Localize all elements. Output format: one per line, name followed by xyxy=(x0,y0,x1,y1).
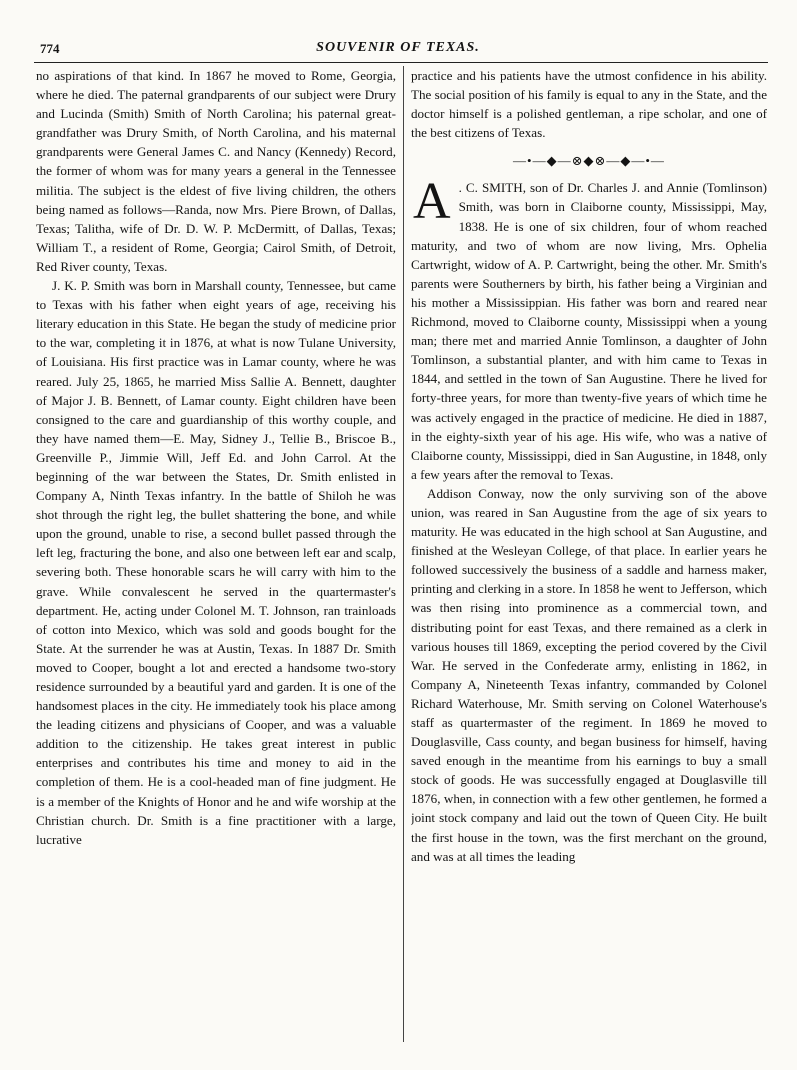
right-paragraph-2-text: . C. SMITH, son of Dr. Charles J. and Annie (Tomlinson) Smith, was born in Claiborne county, Mississippi, May, 1838. He is one of six children, four of whom reached maturity, and two of whom are now living, Mrs. Ophelia Cartwright, widow of A. P. Cartwright, being the other. Mr. Smith's parents were Southerners by birth, his father being a Virginian and his mother a Mississippian. His father was born and reared near Richmond, moved to Claiborne county, Mississippi when a young man; there met and married Annie Tomlinson, a daughter of John Tomlinson, a substantial planter, and with him came to Texas in 1844, and settled in the town of San Augustine. There he lived for forty-three years, for more than twenty-five years of which time he was actively engaged in the practice of medicine. He died in 1887, in the eighty-sixth year of his age. His wife, who was a native of Claiborne county, Mississippi, died in San Augustine, in 1848, only a few years after the removal to Texas. xyxy=(411,180,767,482)
section-ornament: —•—◆—⊗◆⊗—◆—•— xyxy=(513,153,665,169)
right-paragraph-2 xyxy=(411,173,767,484)
page-header xyxy=(28,40,768,60)
running-title: SOUVENIR OF TEXAS. xyxy=(316,40,480,55)
left-column xyxy=(36,66,396,1046)
right-column xyxy=(411,66,767,1046)
left-paragraph-2: J. K. P. Smith was born in Marshall county, Tennessee, but came to Texas with his father when eight years of age, receiving his literary education in this State. He began the study of medicine prior to the war, completing it in 1876, at what is now Tulane University, of Louisiana. His first practice was in Lamar county, where he was reared. July 25, 1865, he married Miss Sallie A. Bennett, daughter of Major J. B. Bennett, of Lamar county. Eight children have been consigned to the care and guardianship of this worthy couple, and they have named them—E. May, Sidney J., Tellie B., Briscoe B., Greenville P., Jimmie Will, Jeff Ed. and John Carrol. At the beginning of the war between the States, Dr. Smith enlisted in Company A, Ninth Texas infantry. In the battle of Shiloh he was shot through the right leg, the bullet shattering the bone, and while upon the ground, unable to rise, a second bullet passed through the left leg, fracturing the bone, and also one between left ear and scalp, severing both. These honorable scars he will carry with him to the grave. While convalescent he served in the quartermaster's department. He, acting under Colonel M. T. Johnson, ran trainloads of cotton into Mexico, which was sold and goods bought for the State. At the surrender he was at Austin, Texas. In 1887 Dr. Smith moved to Cooper, bought a lot and erected a handsome two-story residence surrounded by a beautiful yard and garden. It is one of the handsomest places in the city. He immediately took his place among the leading citizens and physicians of Cooper, and was a valuable addition to the citizenship. He takes great interest in public enterprises and contributes his time and money to aid in the completion of them. He is a cool-headed man of fine judgment. He is a member of the Knights of Honor and he and wife worship at the Christian church. Dr. Smith is a fine practitioner with a large, lucrative xyxy=(36,278,396,847)
left-paragraph-1: no aspirations of that kind. In 1867 he moved to Rome, Georgia, where he died. The paternal grandparents of our subject were Drury and Lucinda (Smith) Smith of North Carolina; his paternal great-grandfather was Drury Smith, of North Carolina, and his maternal grandparents were General James C. and Nancy (Kennedy) Record, the former of whom was for many years a general in the Tennessee militia. The subject is the eldest of five living children, the others being named as follows—Randa, now Mrs. Piere Brown, of Dallas, Texas; Talitha, wife of Dr. D. W. P. McDermitt, of Dallas, Texas; William T., a resident of Rome, Georgia; Cairol Smith, of Detroit, Red River county, Texas. xyxy=(36,68,396,274)
right-paragraph-3: Addison Conway, now the only surviving son of the above union, was reared in San Augustine from the age of six years to maturity. He was educated in the high school at San Augustine, and finished at the Wesleyan College, of that place. In earlier years he followed successively the business of a saddle and harness maker, printing and clerking in a store. In 1858 he went to Jefferson, which was then rising into prominence as a commercial town, and distributing point for east Texas, and there remained as a clerk in various houses till 1869, excepting the period covered by the Civil War. He served in the Confederate army, enlisting in 1862, in Company A, Nineteenth Texas infantry, commanded by Colonel Richard Waterhouse, Mr. Smith serving on Colonel Waterhouse's staff as quartermaster of the regiment. In 1869 he moved to Douglasville, Cass county, and began business for himself, having saved enough in the meantime from his earnings to buy a small stock of goods. He was successfully engaged at Douglasville till 1876, when, in connection with a few other gentlemen, he formed a joint stock company and laid out the town of Queen City. He built the first house in the town, was the first merchant on the ground, and was at all times the leading xyxy=(411,485,767,864)
drop-cap: A xyxy=(413,173,451,231)
right-paragraph-1: practice and his patients have the utmost confidence in his ability. The social position of his family is equal to any in the State, and the doctor himself is a polished gentleman, a ripe scholar, and one of the best citizens of Texas. xyxy=(411,68,767,141)
page-number: 774 xyxy=(40,41,60,56)
column-divider xyxy=(403,66,404,1042)
header-rule xyxy=(34,62,768,63)
